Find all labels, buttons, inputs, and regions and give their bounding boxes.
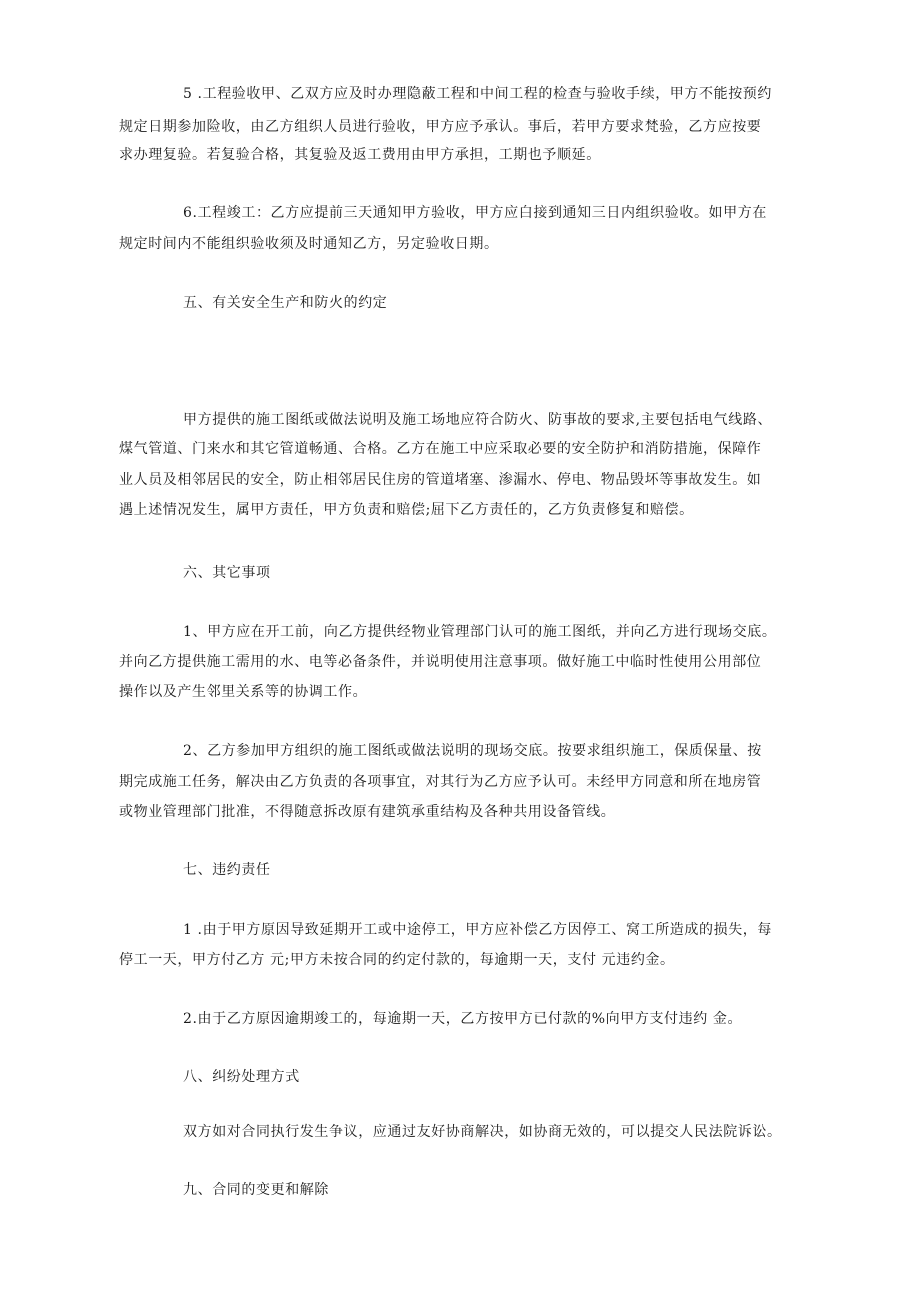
- para-other-1-line-1: 1、甲方应在开工前，向乙方提供经物业管理部门认可的施工图纸，并向乙方进行现场交底。: [183, 624, 777, 640]
- para-breach-1-line-1: 1 .由于甲方原因导致延期开工或中途停工，甲方应补偿乙方因停工、窝工所造成的损失，每: [183, 922, 773, 938]
- section-heading-5: 五、有关安全生产和防火的约定: [183, 295, 388, 311]
- para-safety-line-4: 遇上述情况发生，属甲方责任，甲方负责和赔偿;屈下乙方责任的，乙方负责修复和赔偿。: [119, 502, 694, 518]
- para-breach-1-line-2: 停工一天，甲方付乙方 元;甲方未按合同的约定付款的，每逾期一天，支付 元违约金。: [119, 952, 675, 968]
- para-5-line-2: 规定日期参加险收，由乙方组织人员进行验收，甲方应予承认。事后，若甲方要求梵验，乙方应按要: [119, 119, 762, 135]
- para-5-line-3: 求办理复验。若复验合格，其复验及返工费用由甲方承担，工期也予顺延。: [119, 147, 601, 163]
- section-heading-7: 七、违约责任: [183, 862, 271, 878]
- para-other-2-line-1: 2、乙方参加甲方组织的施工图纸或做法说明的现场交底。按要求组织施工，保质保量、按: [183, 743, 762, 759]
- para-other-1-line-2: 并向乙方提供施工需用的水、电等必备条件，并说明使用注意事项。做好施工中临时性使用公用部位: [119, 654, 762, 670]
- para-safety-line-1: 甲方提供的施工图纸或做法说明及施工场地应符合防火、防事故的要求,主要包括电气线路、: [183, 412, 773, 428]
- para-6-line-1: 6.工程竣工：乙方应提前三天通知甲方验收，甲方应白接到通知三日内组织验收。如甲方在: [183, 205, 767, 221]
- section-heading-9: 九、合同的变更和解除: [183, 1182, 329, 1198]
- para-dispute: 双方如对合同执行发生争议，应通过友好协商解决，如协商无效的，可以提交人民法院诉讼。: [183, 1124, 782, 1140]
- para-other-2-line-2: 期完成施工任务，解决由乙方负责的各项事宜，对其行为乙方应予认可。未经甲方同意和所在地房管: [119, 774, 762, 790]
- para-other-2-line-3: 或物业管理部门批准，不得随意拆改原有建筑承重结构及各种共用设备管线。: [119, 804, 616, 820]
- para-6-line-2: 规定时间内不能组织验收须及时通知乙方，另定验收日期。: [119, 236, 499, 252]
- para-safety-line-2: 煤气管道、门来水和其它管道畅通、合格。乙方在施工中应采取必要的安全防护和消防措施，保障作: [119, 441, 762, 457]
- para-5-line-1: 5 .工程验收甲、乙双方应及时办理隐蔽工程和中间工程的检查与验收手续，甲方不能按预约: [183, 86, 773, 102]
- para-safety-line-3: 业人员及相邻居民的安全，防止相邻居民住房的管道堵塞、渗漏水、停电、物品毁坏等事故发生。如: [119, 472, 762, 488]
- para-breach-2: 2.由于乙方原因逾期竣工的，每逾期一天，乙方按甲方已付款的%向甲方支付违约 金。: [183, 1011, 743, 1027]
- section-heading-8: 八、纠纷处理方式: [183, 1069, 300, 1085]
- section-heading-6: 六、其它事项: [183, 565, 271, 581]
- para-other-1-line-3: 操作以及产生邻里关系等的协调工作。: [119, 684, 368, 700]
